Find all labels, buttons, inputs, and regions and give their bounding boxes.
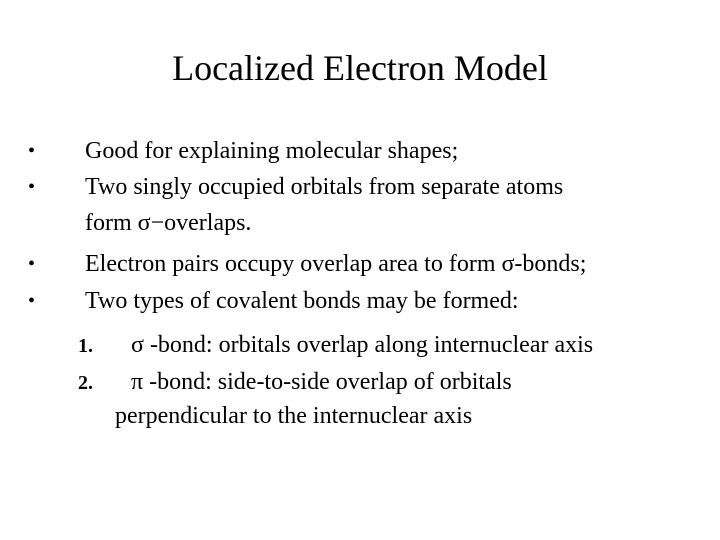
bullet-marker: • — [28, 176, 36, 198]
bullet-marker: • — [28, 290, 36, 312]
slide-title: Localized Electron Model — [172, 48, 548, 88]
bullet-text-orbitals-cont: form σ−overlaps. — [85, 210, 252, 236]
bullet-text-electron-pairs: Electron pairs occupy overlap area to form σ-bonds; — [85, 251, 587, 277]
bullet-text-orbitals: Two singly occupied orbitals from separate atoms — [85, 174, 564, 200]
sub-item-number: 2. — [78, 372, 93, 394]
bullet-marker: • — [28, 140, 36, 162]
sub-item-pi-bond-cont: perpendicular to the internuclear axis — [115, 403, 473, 429]
bullet-marker: • — [28, 253, 36, 275]
sub-item-pi-bond: π -bond: side-to-side overlap of orbitals — [131, 369, 512, 395]
sub-item-sigma-bond: σ -bond: orbitals overlap along internuclear axis — [131, 332, 594, 358]
bullet-text-bond-types: Two types of covalent bonds may be formed: — [85, 288, 519, 314]
bullet-text-shapes: Good for explaining molecular shapes; — [85, 138, 459, 164]
sub-item-number: 1. — [78, 335, 93, 357]
